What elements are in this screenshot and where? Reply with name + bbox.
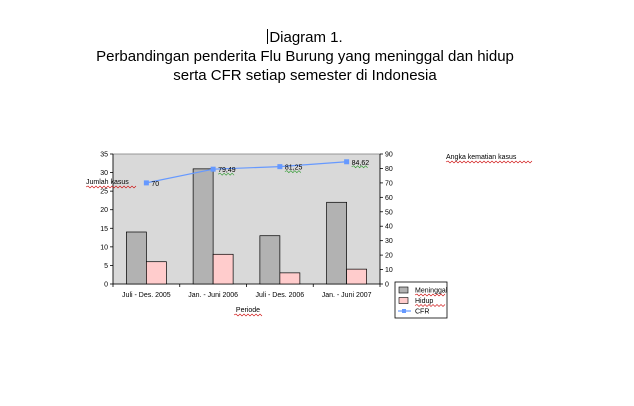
y-tick-label-1: 5: [104, 262, 108, 270]
data-label-cfr-2: 81,25: [284, 164, 303, 172]
point-cfr-2: [277, 164, 282, 169]
y2-tick-label-5: 50: [385, 209, 393, 217]
point-cfr-0: [144, 180, 149, 185]
legend-swatch-marker-cfr: [402, 309, 406, 313]
y-tick-label-2: 10: [100, 244, 108, 252]
data-label-cfr-1: 79,49: [218, 167, 236, 175]
spell-mark-y2label: [446, 161, 532, 163]
x-tick-label-3: Jan. - Juni 2007: [321, 292, 372, 299]
bar-meninggal-2: [260, 236, 280, 284]
legend-label-hidup: Hidup: [415, 298, 434, 305]
title-line-3: serta CFR setiap semester di Indonesia: [173, 67, 437, 84]
y2-tick-label-8: 80: [385, 165, 393, 173]
legend-label-meninggal: Meninggal: [415, 287, 448, 295]
y2-tick-label-2: 20: [385, 252, 393, 260]
bar-meninggal-3: [327, 202, 347, 284]
y-tick-label-6: 30: [100, 170, 108, 178]
legend-swatch-hidup: [399, 298, 408, 304]
bar-hidup-1: [213, 254, 233, 284]
point-cfr-3: [344, 159, 349, 164]
spell-mark-xlabel: [234, 314, 262, 316]
bar-hidup-3: [347, 269, 367, 284]
data-label-cfr-3: 84,62: [351, 159, 370, 167]
title-line-1-text: Diagram 1.: [269, 29, 343, 46]
legend-label-cfr: CFR: [415, 308, 430, 316]
bar-hidup-2: [280, 273, 300, 284]
point-cfr-1: [211, 167, 216, 172]
y-tick-label-5: 25: [100, 188, 108, 196]
y-tick-label-3: 15: [100, 225, 108, 233]
y2-tick-label-0: 0: [385, 281, 389, 289]
legend-swatch-meninggal: [399, 287, 408, 293]
title-line-2: Perbandingan penderita Flu Burung yang meninggal dan hidup: [96, 48, 514, 65]
x-tick-label-2: Juli - Des. 2006: [255, 292, 305, 299]
y-tick-label-0: 0: [104, 281, 108, 289]
y2-tick-label-9: 90: [385, 151, 393, 159]
y-tick-label-4: 20: [100, 207, 108, 215]
bar-meninggal-0: [126, 232, 146, 284]
y2-tick-label-7: 70: [385, 180, 393, 188]
y2-tick-label-3: 30: [385, 238, 393, 246]
y2-tick-label-4: 40: [385, 223, 393, 231]
x-tick-label-1: Jan. - Juni 2006: [188, 292, 239, 299]
bar-hidup-0: [146, 262, 166, 284]
y2-tick-label-6: 60: [385, 194, 393, 202]
y-tick-label-7: 35: [100, 151, 108, 159]
y-axis-title: Jumlah kasus: [86, 179, 129, 186]
y2-tick-label-1: 10: [385, 267, 393, 275]
x-tick-label-0: Juli - Des. 2005: [122, 292, 171, 299]
bar-meninggal-1: [193, 169, 213, 284]
x-axis-title: Periode: [235, 307, 261, 314]
y2-axis-title: Angka kematian kasus: [446, 154, 517, 161]
data-label-cfr-0: 70: [151, 180, 160, 188]
